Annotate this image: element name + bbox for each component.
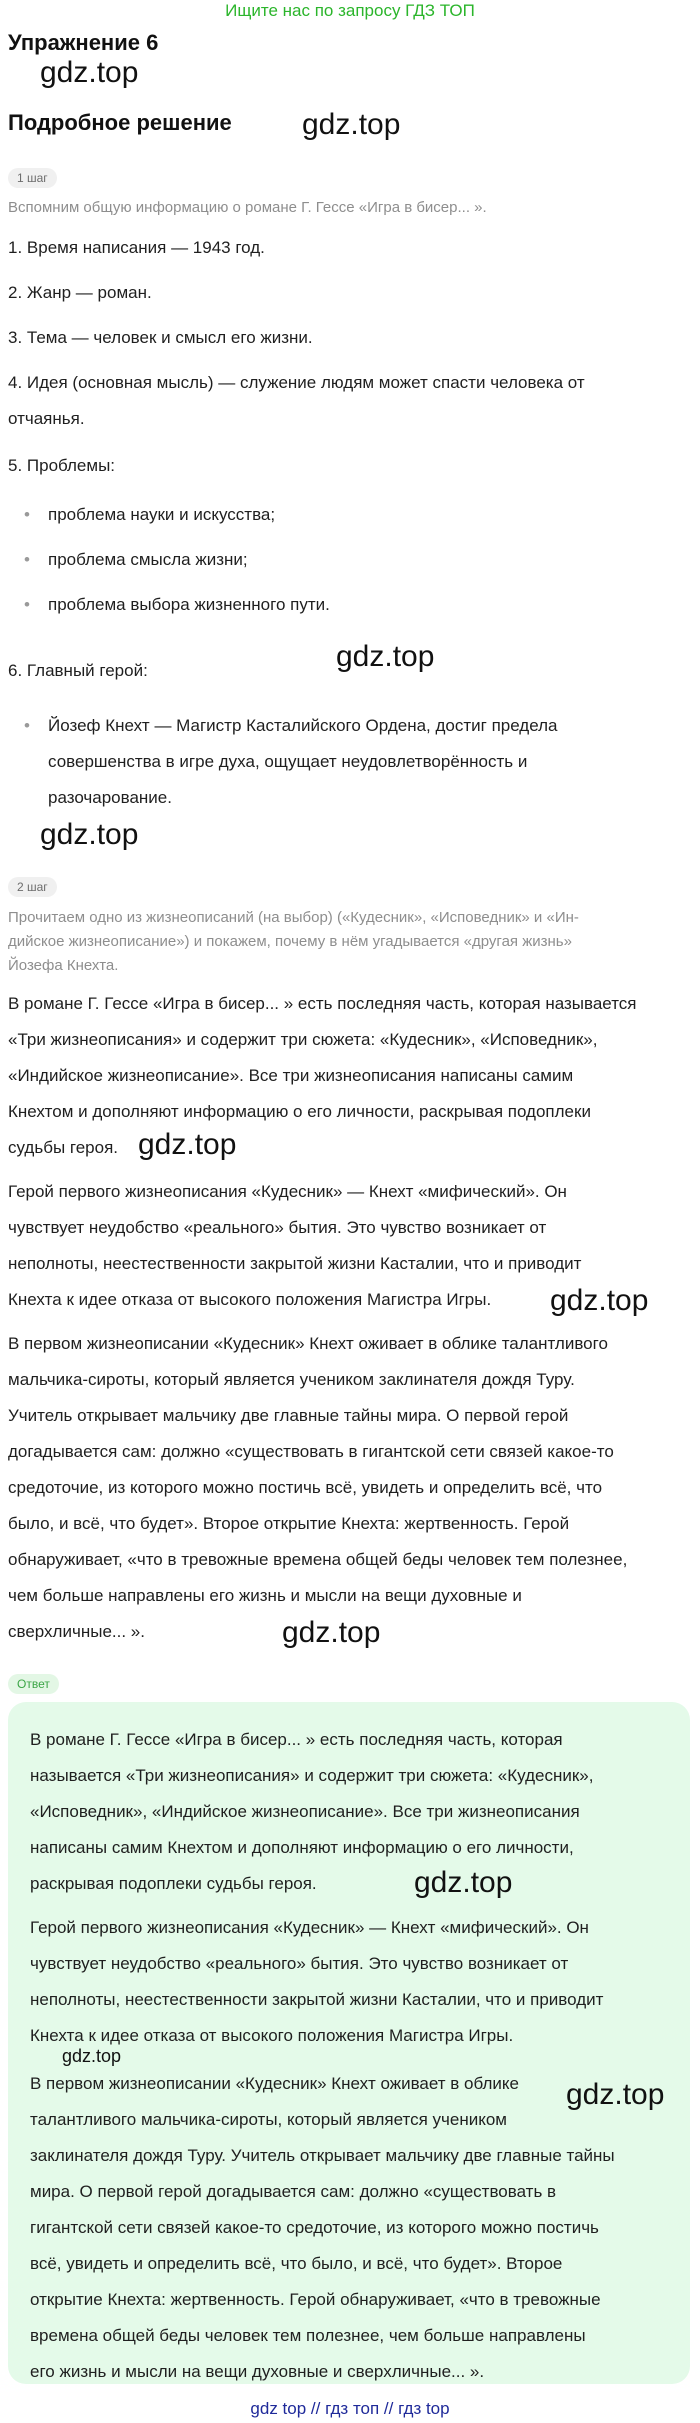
answer-line: талантливого мальчика-сироты, который является учеником bbox=[30, 2110, 507, 2129]
paragraph-line: «Индийское жизнеописание». Все три жизнеописания написаны самим bbox=[8, 1066, 574, 1085]
search-hint-link[interactable]: Ищите нас по запросу ГДЗ ТОП bbox=[225, 1, 475, 20]
list-item: 3. Тема — человек и смысл его жизни. bbox=[8, 328, 313, 347]
answer-badge: Ответ bbox=[8, 1674, 59, 1694]
paragraph-line: чувствует неудобство «реального» бытия. Это чувство возникает от bbox=[8, 1218, 547, 1237]
watermark: gdz.top bbox=[336, 640, 435, 673]
watermark: gdz.top bbox=[40, 818, 139, 851]
answer-line: чувствует неудобство «реального» бытия. Это чувство возникает от bbox=[30, 1954, 569, 1973]
answer-line: неполноты, неестественности закрытой жизни Касталии, что и приводит bbox=[30, 1990, 604, 2009]
answer-line: всё, увидеть и определить всё, что было, и всё, что будет». Второе bbox=[30, 2254, 563, 2273]
page-title: Упражнение 6 bbox=[8, 30, 159, 55]
watermark: gdz.top bbox=[62, 2046, 122, 2066]
bullet-item: • проблема смысла жизни; bbox=[48, 542, 248, 578]
paragraph-line: было, и всё, что будет». Второе открытие Кнехта: жертвенность. Герой bbox=[8, 1514, 570, 1533]
answer-line: Герой первого жизнеописания «Кудесник» — Кнехт «мифический». Он bbox=[30, 1918, 589, 1937]
paragraph-line: Кнехта к идее отказа от высокого положения Магистра Игры. bbox=[8, 1290, 492, 1309]
watermark: gdz.top bbox=[550, 1284, 649, 1317]
paragraph-line: средоточие, из которого можно постичь всё, увидеть и определить всё, что bbox=[8, 1478, 603, 1497]
list-item: 5. Проблемы: bbox=[8, 456, 116, 475]
bullet-item: • проблема науки и искусства; bbox=[48, 497, 275, 533]
list-item: отчаянья. bbox=[8, 409, 85, 428]
answer-line: мира. О первой герой догадывается сам: должно «существовать в bbox=[30, 2182, 557, 2201]
step-intro: Йозефа Кнехта. bbox=[8, 957, 119, 974]
paragraph-line: сверхличные... ». bbox=[8, 1622, 145, 1641]
answer-line: Кнехта к идее отказа от высокого положения Магистра Игры. bbox=[30, 2026, 514, 2045]
answer-line: его жизнь и мысли на вещи духовные и сверхличные... ». bbox=[30, 2362, 485, 2381]
answer-line: В первом жизнеописании «Кудесник» Кнехт оживает в облике bbox=[30, 2074, 519, 2093]
watermark: gdz.top bbox=[40, 56, 139, 89]
paragraph-line: догадывается сам: должно «существовать в гигантской сети связей какое-то bbox=[8, 1442, 614, 1461]
footer-link[interactable]: gdz top // гдз топ // гдз top bbox=[250, 2399, 450, 2418]
answer-line: времена общей беды человек тем полезнее, чем больше направлены bbox=[30, 2326, 586, 2345]
paragraph-line: Герой первого жизнеописания «Кудесник» — Кнехт «мифический». Он bbox=[8, 1182, 567, 1201]
paragraph-line: Кнехтом и дополняют информацию о его личности, раскрывая подоплеки bbox=[8, 1102, 591, 1121]
paragraph-line: «Три жизнеописания» и содержит три сюжета: «Кудесник», «Исповедник», bbox=[8, 1030, 598, 1049]
paragraph-line: В романе Г. Гессе «Игра в бисер... » есть последняя часть, которая называется bbox=[8, 994, 637, 1013]
paragraph-line: В первом жизнеописании «Кудесник» Кнехт оживает в облике талантливого bbox=[8, 1334, 608, 1353]
list-item: 6. Главный герой: bbox=[8, 661, 148, 680]
watermark: gdz.top bbox=[282, 1616, 381, 1649]
answer-line: «Исповедник», «Индийское жизнеописание». Все три жизнеописания bbox=[30, 1802, 580, 1821]
watermark: gdz.top bbox=[138, 1128, 237, 1161]
step-intro: Вспомним общую информацию о романе Г. Гессе «Игра в бисер... ». bbox=[8, 199, 487, 216]
list-item: 1. Время написания — 1943 год. bbox=[8, 238, 265, 257]
step-intro: Прочитаем одно из жизнеописаний (на выбор) («Кудесник», «Исповедник» и «Ин- bbox=[8, 909, 579, 926]
bullet-item-continued: совершенства в игре духа, ощущает неудовлетворённость и bbox=[48, 752, 528, 771]
watermark: gdz.top bbox=[414, 1866, 513, 1899]
bullet-item: • Йозеф Кнехт — Магистр Касталийского Ордена, достиг предела bbox=[48, 708, 558, 744]
watermark: gdz.top bbox=[302, 108, 401, 141]
answer-line: открытие Кнехта: жертвенность. Герой обнаруживает, «что в тревожные bbox=[30, 2290, 601, 2309]
answer-line: гигантской сети связей какое-то средоточие, из которого можно постичь bbox=[30, 2218, 599, 2237]
step-intro: дийское жизнеописание») и покажем, почему в нём угадывается «другая жизнь» bbox=[8, 933, 572, 950]
list-item: 4. Идея (основная мысль) — служение людям может спасти человека от bbox=[8, 373, 585, 392]
list-item: 2. Жанр — роман. bbox=[8, 283, 152, 302]
answer-line: написаны самим Кнехтом и дополняют информацию о его личности, bbox=[30, 1838, 574, 1857]
answer-line: раскрывая подоплеки судьбы героя. bbox=[30, 1874, 317, 1893]
step-badge: 2 шаг bbox=[8, 877, 57, 897]
step-badge: 1 шаг bbox=[8, 168, 57, 188]
paragraph-line: обнаруживает, «что в тревожные времена общей беды человек тем полезнее, bbox=[8, 1550, 628, 1569]
bullet-item: • проблема выбора жизненного пути. bbox=[48, 587, 330, 623]
watermark: gdz.top bbox=[566, 2078, 665, 2111]
paragraph-line: мальчика-сироты, который является учеником заклинателя дождя Туру. bbox=[8, 1370, 575, 1389]
paragraph-line: чем больше направлены его жизнь и мысли на вещи духовные и bbox=[8, 1586, 522, 1605]
answer-line: заклинателя дождя Туру. Учитель открывает мальчику две главные тайны bbox=[30, 2146, 615, 2165]
paragraph-line: Учитель открывает мальчику две главные тайны мира. О первой герой bbox=[8, 1406, 569, 1425]
paragraph-line: неполноты, неестественности закрытой жизни Касталии, что и приводит bbox=[8, 1254, 582, 1273]
bullet-item-continued: разочарование. bbox=[48, 788, 172, 807]
paragraph-line: судьбы героя. bbox=[8, 1138, 119, 1157]
answer-line: В романе Г. Гессе «Игра в бисер... » есть последняя часть, которая bbox=[30, 1730, 563, 1749]
answer-line: называется «Три жизнеописания» и содержит три сюжета: «Кудесник», bbox=[30, 1766, 594, 1785]
section-title: Подробное решение bbox=[8, 110, 232, 135]
